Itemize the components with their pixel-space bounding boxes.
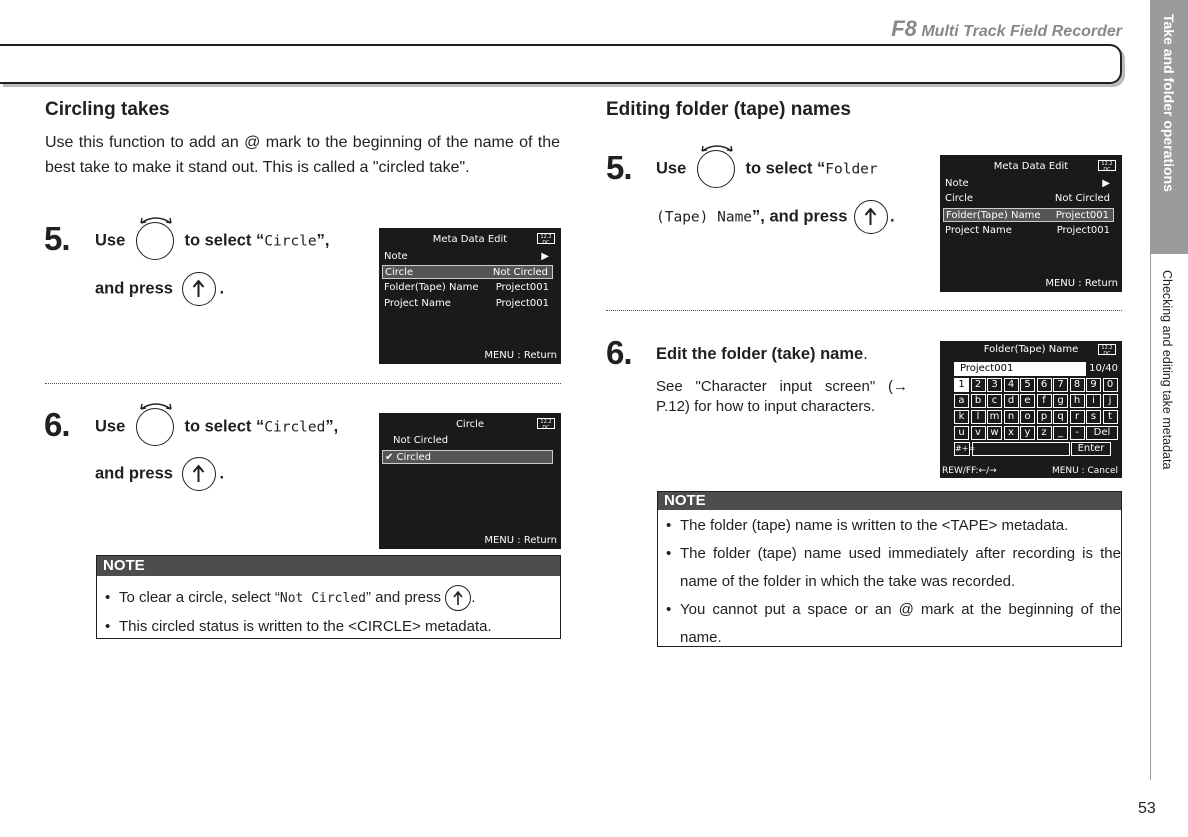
press-button-icon [445, 585, 471, 611]
note-item: • The folder (tape) name used immediately after recording is the name of the folder in which the take was recorded. [658, 540, 1121, 596]
device-screen-meta-data-edit [940, 155, 1122, 292]
key-9: 9 [1086, 378, 1101, 392]
key-x: x [1004, 426, 1019, 440]
key-Del: Del [1086, 426, 1118, 440]
header-subtitle: Multi Track Field Recorder [921, 23, 1122, 40]
step-use-label: Use [95, 417, 126, 436]
page-number: 53 [1138, 800, 1156, 817]
key-u: u [954, 426, 969, 440]
step-5-number: 5. [606, 149, 632, 186]
step-to-select: to select “ [184, 231, 265, 250]
section-title-circling: Circling takes [45, 99, 170, 120]
side-tab-secondary-label: Checking and editing take metadata [1160, 270, 1174, 470]
key-enter: Enter [1071, 442, 1111, 456]
press-button-icon [854, 200, 888, 234]
side-tab-divider [1150, 254, 1151, 780]
step-6-number: 6. [606, 334, 632, 371]
screen-row-note: Note ▶ [384, 251, 549, 262]
battery-icon: 12.2 DC [1098, 160, 1116, 171]
key-c: c [987, 394, 1002, 408]
step-6-description: See "Character input screen" (→ P.12) for how to input characters. [656, 378, 908, 415]
step-use-label: Use [95, 231, 126, 250]
step-5-line1 [95, 222, 329, 260]
note-box-right [657, 491, 1122, 647]
note-box-left [96, 555, 561, 639]
step-5-line2 [656, 200, 895, 234]
key-3: 3 [987, 378, 1002, 392]
note-item: • The folder (tape) name is written to the <TAPE> metadata. [658, 512, 1121, 540]
key-v: v [971, 426, 986, 440]
key-d: d [1004, 394, 1019, 408]
battery-icon: 12.2 DC [537, 418, 555, 429]
header-bar [0, 44, 1122, 84]
screen-footer: MENU : Return [1045, 278, 1118, 289]
step-value: Circled [264, 419, 326, 436]
and-press-label: and press [95, 464, 173, 483]
device-screen-folder-name [940, 341, 1122, 478]
key-n: n [1004, 410, 1019, 424]
screen-row-circled: ✔ Circled [382, 450, 553, 464]
press-button-icon [182, 457, 216, 491]
step-5-line1 [656, 150, 878, 188]
key-t: t [1103, 410, 1118, 424]
screen-footer: MENU : Return [484, 350, 557, 361]
char-count: 10/40 [1089, 363, 1118, 374]
step-close: ”, and press [752, 207, 848, 226]
dial-icon [136, 408, 174, 446]
dial-icon [697, 150, 735, 188]
screen-footer-right: MENU : Cancel [1051, 466, 1118, 476]
step-period: . [219, 464, 225, 483]
key-b: b [971, 394, 986, 408]
section-title-folder: Editing folder (tape) names [606, 99, 851, 120]
key--: - [1070, 426, 1085, 440]
step-use-label: Use [656, 159, 687, 178]
key-7: 7 [1053, 378, 1068, 392]
screen-row-note: Note ▶ [945, 178, 1110, 189]
key-0: 0 [1103, 378, 1118, 392]
step-to-select: to select “ [745, 159, 826, 178]
screen-footer: MENU : Return [484, 535, 557, 546]
key-w: w [987, 426, 1002, 440]
step-value: (Tape) Name [656, 209, 753, 226]
key-f: f [1037, 394, 1052, 408]
screen-title: Folder(Tape) Name [983, 344, 1079, 355]
step-divider [606, 310, 1122, 311]
screen-row-project: Project Name Project001 [945, 225, 1110, 236]
step-period: . [890, 207, 895, 226]
note-header: NOTE [658, 492, 1121, 510]
key-k: k [954, 410, 969, 424]
key-j: j [1103, 394, 1118, 408]
page-header [891, 16, 1122, 42]
screen-title: Circle [455, 419, 485, 430]
screen-row-circle: Circle Not Circled [945, 193, 1110, 204]
step-close: ”, [316, 231, 330, 250]
key-1: 1 [954, 378, 969, 392]
key-symbols: #+= [954, 442, 970, 456]
step-divider [45, 383, 561, 384]
step-6-line2 [95, 457, 224, 491]
screen-row-project: Project Name Project001 [384, 298, 549, 309]
step-close: ”, [325, 417, 339, 436]
step-6-number: 6. [44, 406, 70, 443]
key-spacebar [972, 442, 1070, 456]
key-i: i [1086, 394, 1101, 408]
note-header: NOTE [97, 556, 560, 576]
key-m: m [987, 410, 1002, 424]
key-s: s [1086, 410, 1101, 424]
key-o: o [1020, 410, 1035, 424]
step-6-title: Edit the folder (take) name. [656, 345, 868, 363]
step-value: Folder [825, 161, 878, 178]
battery-icon: 12.2 DC [537, 233, 555, 244]
key-r: r [1070, 410, 1085, 424]
device-screen-meta-data-edit [379, 228, 561, 364]
key-a: a [954, 394, 969, 408]
note-item: • This circled status is written to the <CIRCLE> metadata. [97, 613, 560, 641]
screen-row-circle: Circle Not Circled [382, 265, 553, 279]
key-z: z [1037, 426, 1052, 440]
model-name: F8 [891, 16, 917, 41]
key-e: e [1020, 394, 1035, 408]
key-q: q [1053, 410, 1068, 424]
key-y: y [1020, 426, 1035, 440]
step-5-line2 [95, 272, 224, 306]
note-item: • You cannot put a space or an @ mark at the beginning of the name. [658, 596, 1121, 652]
key-8: 8 [1070, 378, 1085, 392]
step-to-select: to select “ [184, 417, 265, 436]
key-l: l [971, 410, 986, 424]
screen-footer-left: REW/FF:←/→ [942, 466, 997, 476]
key-_: _ [1053, 426, 1068, 440]
intro-paragraph: Use this function to add an @ mark to the beginning of the name of the best take to make it stand out. This is called a "circled take". [45, 134, 560, 176]
screen-row-not-circled: Not Circled [393, 435, 449, 446]
key-6: 6 [1037, 378, 1052, 392]
and-press-label: and press [95, 279, 173, 298]
key-p: p [1037, 410, 1052, 424]
battery-icon: 12.2 DC [1098, 344, 1116, 355]
screen-row-folder: Folder(Tape) Name Project001 [384, 282, 549, 293]
device-screen-circle [379, 413, 561, 549]
key-h: h [1070, 394, 1085, 408]
dial-icon [136, 222, 174, 260]
note-item: • To clear a circle, select “Not Circled” and press . [97, 584, 560, 613]
key-2: 2 [971, 378, 986, 392]
key-g: g [1053, 394, 1068, 408]
step-value: Circle [264, 233, 317, 250]
side-tab-primary-label: Take and folder operations [1161, 14, 1177, 192]
step-6-line1 [95, 408, 338, 446]
screen-row-folder: Folder(Tape) Name Project001 [943, 208, 1114, 222]
screen-title: Meta Data Edit [432, 234, 508, 245]
press-button-icon [182, 272, 216, 306]
key-4: 4 [1004, 378, 1019, 392]
step-5-number: 5. [44, 220, 70, 257]
screen-title: Meta Data Edit [993, 161, 1069, 172]
key-5: 5 [1020, 378, 1035, 392]
step-period: . [219, 279, 225, 298]
name-input-field: Project001 [954, 362, 1086, 376]
